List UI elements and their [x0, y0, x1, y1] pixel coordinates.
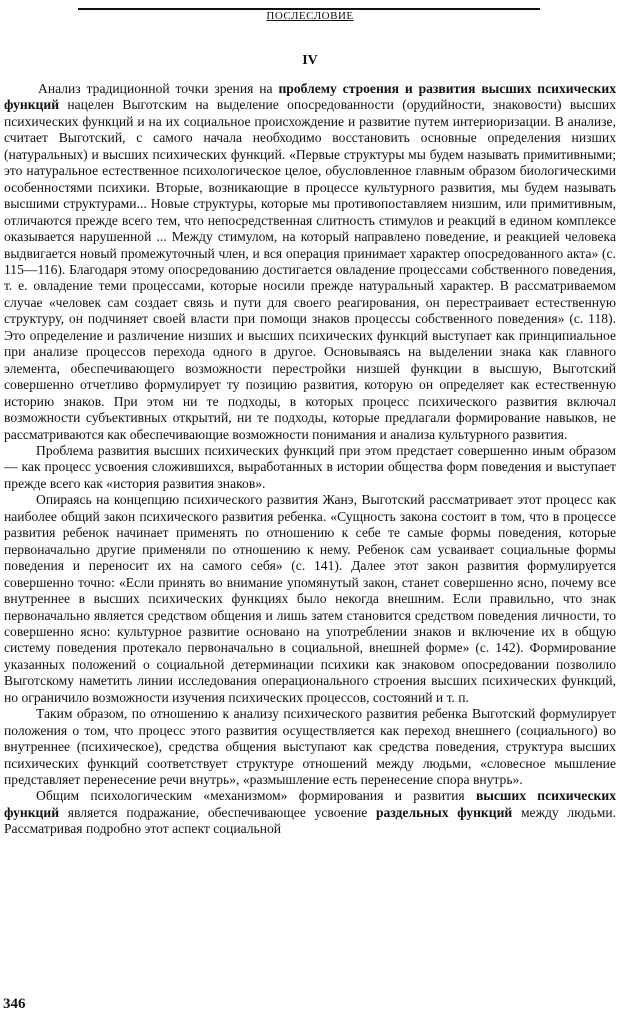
paragraph-5-emphasis-1: высших психических функций [4, 788, 616, 820]
paragraph-5 [4, 788, 616, 837]
paragraph-5-middle: является подражание, обеспечивающее усвоение [59, 804, 376, 820]
section-number: IV [302, 53, 318, 68]
page-number: 346 [3, 996, 26, 1012]
paragraph-3: Опираясь на концепцию психического развития Жанэ, Выготский рассматривает этот процесс как наиболее общий закон психического развития ребенка. «Сущность закона состоит в том, что в процессе развития ребенок начинает применять по отношению к себе те самые формы поведения, которые первоначально другие применяли по отношению к нему. Ребенок сам усваивает социальные формы поведения и переносит их на самого себя» (с. 141). Далее этот закон развития формулируется совершенно точно: «Если принять во внимание упомянутый закон, станет совершенно ясно, почему все внутреннее в высших психических функциях было некогда внешним. Если правильно, что знак первоначально является средством общения и лишь затем становится средством поведения личности, то совершенно ясно: культурное развитие основано на употреблении знаков и включение их в общую систему поведения протекало первоначально в социальной, внешней форме» (с. 142). Формирование указанных положений о социальной детерминации психики как знаковом опосредовании позволило Выготскому наметить линии исследования операционального строения высших психических функций, но ограничило возможности изучения психических процессов, состояний и т. п. [4, 492, 616, 705]
paragraph-5-rest: между людьми. Рассматривая подробно этот аспект социальной [4, 804, 617, 837]
paragraph-1-lead: Анализ традиционной точки зрения на [38, 81, 279, 96]
paragraph-1-rest: нацелен Выготским на выделение опосредованности (орудийности, знаковости) высших психических функций и на их социальное происхождение и развитие путем интериоризации. В анализе, считает Выготский, с самого начала необходимо восстановить основные определения низших (натуральных) и высших психических функций. «Первые структуры мы будем называть примитивными; это натуральное естественное психологическое целое, обусловленное главным образом биологическими особенностями психики. Вторые, возникающие в процессе культурного развития, мы будем называть высшими структурами... Новые структуры, которые мы противопоставляем низшим, или примитивным, отличаются прежде всего тем, что непосредственная слитность стимулов и реакций в едином комплексе оказывается нарушенной ... Между стимулом, на который направлено поведение, и реакцией человека выдвигается новый промежуточный член, и вся операция принимает характер опосредованного акта» (с. 115—116). Благодаря этому опосредованию достигается овладение процессами собственного поведения, т. е. овладение теми процессами, которые носили прежде натуральный характер. В рассматриваемом случае «человек сам создает связь и пути для своего реагирования, он перестраивает естественную структуру, он подчиняет своей власти при помощи знаков процессы собственного поведения» (с. 118). Это определение и различение низших и высших психических функций выступает как принципиальное при анализе процессов перехода одного в другое. Основываясь на выделении знака как главного элемента, обеспечивающего возможности перестройки низшей функции в высшую, Выготский совершенно отчетливо формулирует ту позицию развития, которую он определяет как естественную историю знаков. При этом ни те подходы, в которых процесс психического развития включал возможности субъективных открытий, ни те подходы, которые предлагали формирование навыков, не рассматриваются как обеспечивающие возможности понимания и анализа культурного развития. [4, 97, 616, 442]
paragraph-4: Таким образом, по отношению к анализу психического развития ребенка Выготский формулирует положения о том, что процесс этого развития осуществляется как переход внешнего (социального) во внутреннее (психическое), средства общения выступают как средства поведения, структура высших психических функций соответствует структуре отношений между людьми, «словесное мышление представляет перенесение речи внутрь», «размышление есть перенесение спора внутрь». [4, 706, 616, 788]
paragraph-1 [4, 81, 616, 443]
running-head: ПОСЛЕСЛОВИЕ [266, 10, 354, 22]
paragraph-2: Проблема развития высших психических функций при этом предстает совершенно иным образом — как процесс усвоения сложившихся, выработанных в истории общества форм поведения и выступает прежде всего как «история развития знаков». [4, 442, 616, 491]
paragraph-5-lead: Общим психологическим «механизмом» формирования и развития [36, 788, 476, 804]
paragraph-5-emphasis-2: раздельных функций [375, 804, 513, 820]
paragraph-1-emphasis: проблему строения и развития высших психических функций [4, 81, 616, 113]
body-text [4, 81, 616, 838]
